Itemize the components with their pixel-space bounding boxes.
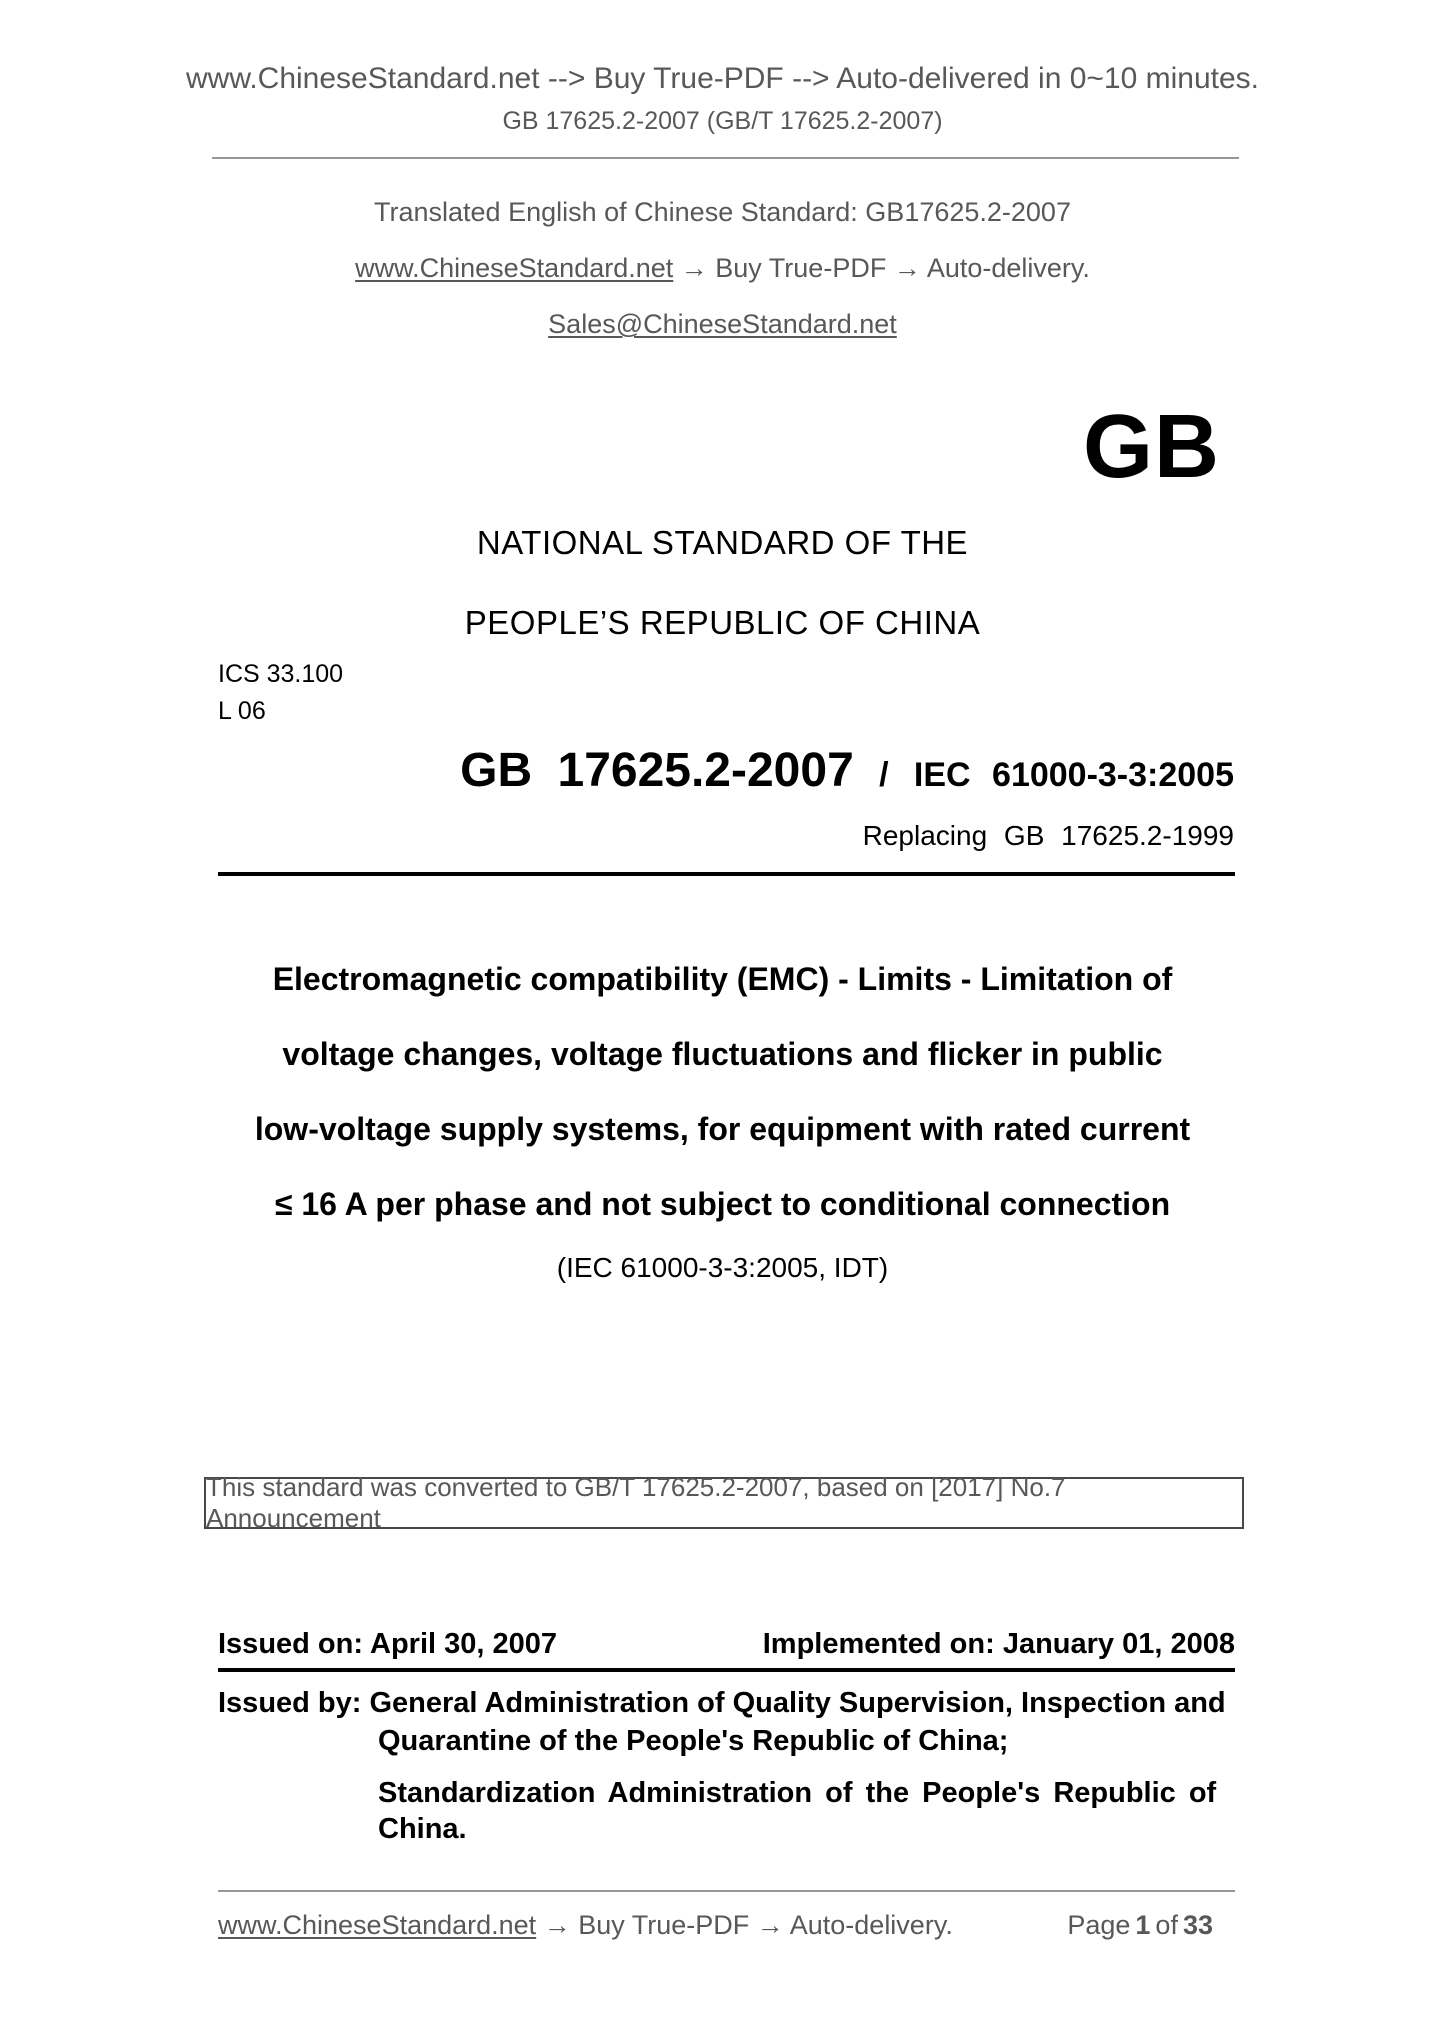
- page-total: 33: [1182, 1910, 1213, 1940]
- iec-standard-code: IEC 61000-3-3:2005: [913, 756, 1234, 794]
- slash-separator: /: [879, 756, 889, 794]
- implemented-on-label: Implemented on: January 01, 2008: [762, 1628, 1235, 1660]
- standard-number-line: [460, 745, 1234, 798]
- issued-by-line-4: China.: [378, 1813, 467, 1845]
- page-number: 1: [1135, 1910, 1151, 1940]
- idt-note: (IEC 61000-3-3:2005, IDT): [556, 1252, 889, 1283]
- conversion-notice-box: [204, 1472, 1244, 1533]
- of-label: of: [1155, 1910, 1178, 1940]
- ics-code: ICS 33.100: [218, 660, 344, 688]
- issued-by-line-1: Issued by: General Administration of Quality Supervision, Inspection and: [218, 1687, 1226, 1719]
- header-line-1: www.ChineseStandard.net --> Buy True-PDF --> Auto-delivered in 0~10 minutes.: [185, 62, 1260, 95]
- header-line-2: GB 17625.2-2007 (GB/T 17625.2-2007): [502, 107, 943, 135]
- conversion-notice-text: This standard was converted to GB/T 17625.2-2007, based on [2017] No.7 Announcement: [206, 1472, 1066, 1533]
- footer-website-link[interactable]: www.ChineseStandard.net: [218, 1910, 537, 1940]
- issuance-divider: [218, 1668, 1235, 1672]
- issued-by-line-3: Standardization Administration of the People's Republic of: [378, 1777, 1217, 1809]
- page-indicator: [1067, 1910, 1213, 1941]
- email-link[interactable]: Sales@ChineseStandard.net: [548, 309, 897, 339]
- header-divider: [212, 157, 1239, 159]
- translated-note: Translated English of Chinese Standard: GB17625.2-2007: [374, 197, 1071, 227]
- classification-code: L 06: [218, 697, 266, 725]
- buy-line: [0, 253, 1445, 284]
- gb-standard-code: GB 17625.2-2007: [460, 744, 854, 797]
- buy-line-rest: → Buy True-PDF → Auto-delivery.: [673, 253, 1090, 283]
- email-line: [0, 309, 1445, 340]
- website-link[interactable]: www.ChineseStandard.net: [355, 253, 674, 283]
- document-title-line-4: ≤ 16 A per phase and not subject to conditional connection: [274, 1186, 1171, 1222]
- document-title-line-3: low-voltage supply systems, for equipment with rated current: [254, 1111, 1191, 1147]
- issued-on-label: Issued on: April 30, 2007: [218, 1628, 557, 1660]
- standard-number-divider: [218, 872, 1235, 876]
- issued-by-line-2: Quarantine of the People's Republic of China;: [378, 1725, 1009, 1757]
- gb-logo: GB: [1083, 397, 1220, 497]
- national-standard-line-1: NATIONAL STANDARD OF THE: [476, 524, 969, 561]
- document-title-line-1: Electromagnetic compatibility (EMC) - Limits - Limitation of: [272, 961, 1173, 997]
- document-title: [0, 942, 1445, 1242]
- document-title-line-2: voltage changes, voltage fluctuations and flicker in public: [282, 1036, 1163, 1072]
- national-standard-line-2: PEOPLE’S REPUBLIC OF CHINA: [464, 604, 981, 641]
- page-label: Page: [1067, 1910, 1131, 1940]
- replacing-note: Replacing GB 17625.2-1999: [862, 820, 1234, 851]
- footer-line: [218, 1910, 953, 1941]
- footer-line-rest: → Buy True-PDF → Auto-delivery.: [536, 1910, 953, 1940]
- footer-divider: [218, 1890, 1235, 1892]
